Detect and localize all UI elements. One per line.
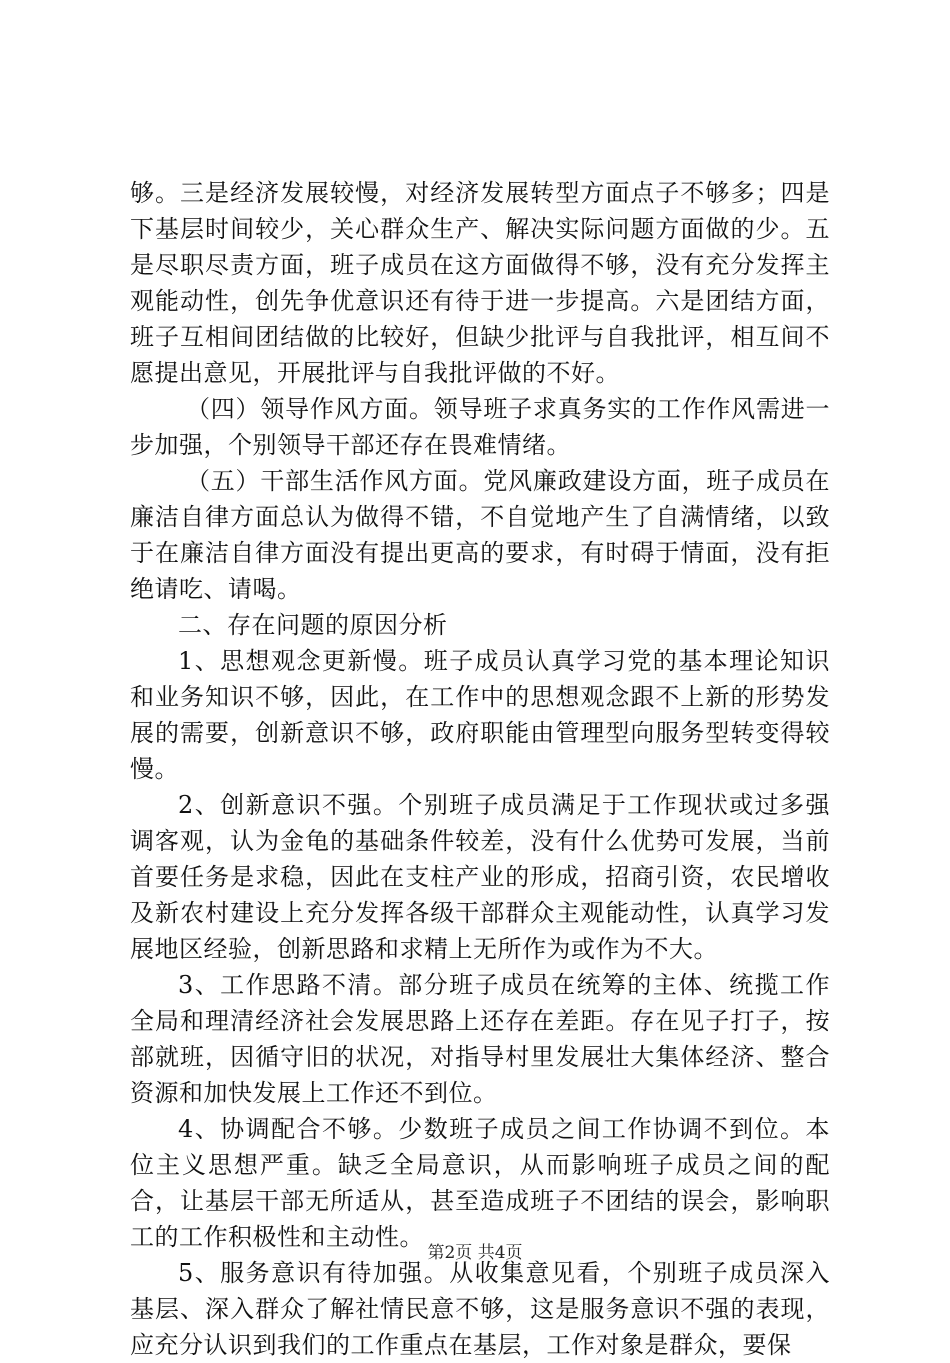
document-body — [130, 175, 830, 1363]
paragraph-cause-2: 2、创新意识不强。个别班子成员满足于工作现状或过多强调客观，认为金龟的基础条件较差，没有什么优势可发展，当前首要任务是求稳，因此在支柱产业的形成，招商引资，农民增收及新农村建设上充分发挥各级干部群众主观能动性，认真学习发展地区经验，创新思路和求精上无所作为或作为不大。 — [130, 791, 830, 963]
paragraph-cause-3: 3、工作思路不清。部分班子成员在统筹的主体、统揽工作全局和理清经济社会发展思路上还存在差距。存在见子打子，按部就班，因循守旧的状况，对指导村里发展壮大集体经济、整合资源和加快发展上工作还不到位。 — [130, 971, 830, 1107]
paragraph-continuation: 够。三是经济发展较慢，对经济发展转型方面点子不够多；四是下基层时间较少，关心群众生产、解决实际问题方面做的少。五是尽职尽责方面，班子成员在这方面做得不够，没有充分发挥主观能动性，创先争优意识还有待于进一步提高。六是团结方面，班子互相间团结做的比较好，但缺少批评与自我批评，相互间不愿提出意见，开展批评与自我批评做的不好。 — [130, 179, 830, 387]
section-heading-cause-analysis: 二、存在问题的原因分析 — [178, 611, 448, 639]
paragraph-cause-4: 4、协调配合不够。少数班子成员之间工作协调不到位。本位主义思想严重。缺乏全局意识，从而影响班子成员之间的配合，让基层干部无所适从，甚至造成班子不团结的误会，影响职工的工作积极性和主动性。 — [130, 1115, 830, 1251]
paragraph-cause-5: 5、服务意识有待加强。从收集意见看，个别班子成员深入基层、深入群众了解社情民意不够，这是服务意识不强的表现，应充分认识到我们的工作重点在基层，工作对象是群众，要保 — [130, 1259, 830, 1359]
page-number-footer: 第2页 共4页 — [427, 1243, 523, 1263]
paragraph-leadership-style: （四）领导作风方面。领导班子求真务实的工作作风需进一步加强，个别领导干部还存在畏难情绪。 — [130, 395, 830, 459]
paragraph-cadre-life-style: （五）干部生活作风方面。党风廉政建设方面，班子成员在廉洁自律方面总认为做得不错，不自觉地产生了自满情绪，以致于在廉洁自律方面没有提出更高的要求，有时碍于情面，没有拒绝请吃、请喝。 — [130, 467, 830, 603]
paragraph-cause-1: 1、思想观念更新慢。班子成员认真学习党的基本理论知识和业务知识不够，因此，在工作中的思想观念跟不上新的形势发展的需要，创新意识不够，政府职能由管理型向服务型转变得较慢。 — [130, 647, 830, 783]
